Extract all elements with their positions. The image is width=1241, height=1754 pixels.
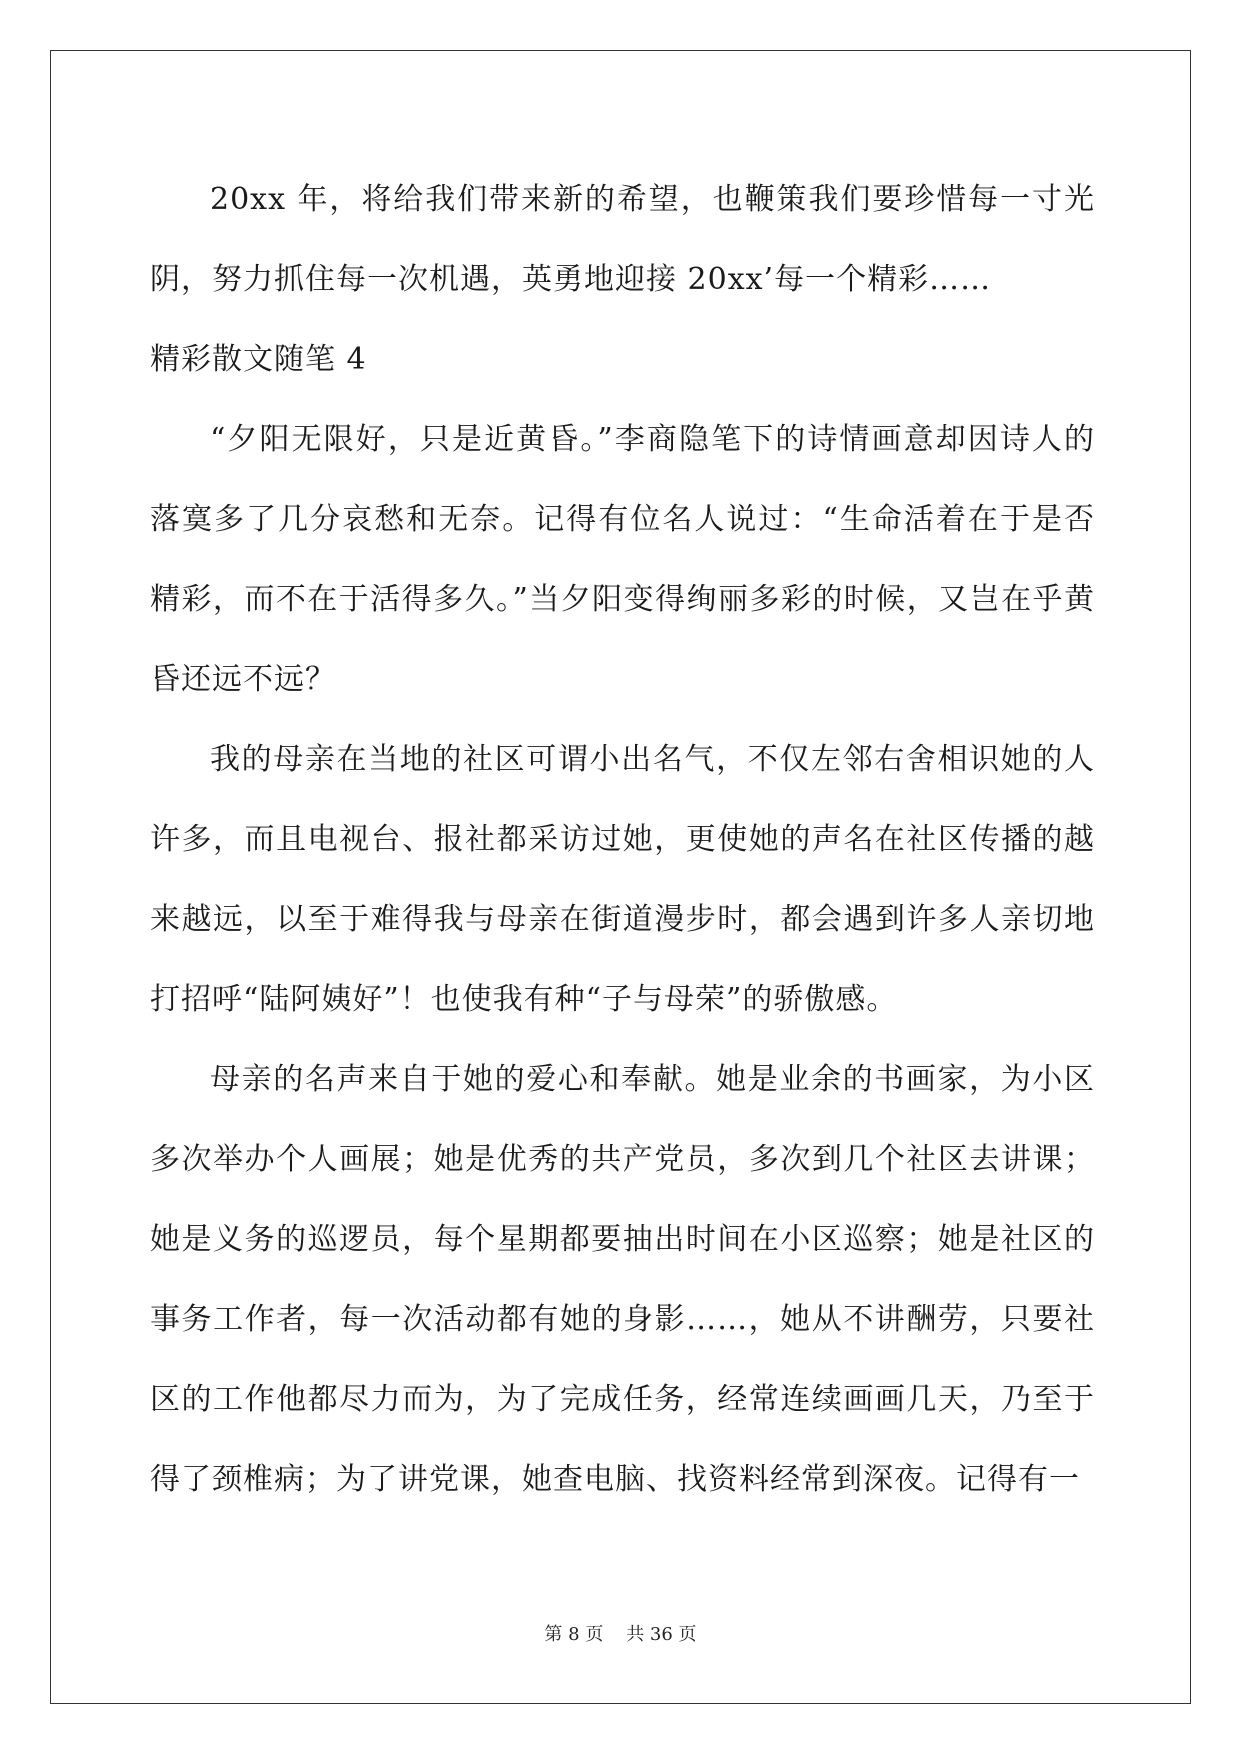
paragraph-1: 20xx 年，将给我们带来新的希望，也鞭策我们要珍惜每一寸光阴，努力抓住每一次机遇，英勇地迎接 20xx’每一个精彩…… — [150, 182, 1095, 297]
page-footer — [0, 1620, 1241, 1646]
section-heading: 精彩散文随笔 4 — [150, 342, 367, 377]
paragraph-2: “夕阳无限好，只是近黄昏。”李商隐笔下的诗情画意却因诗人的落寞多了几分哀愁和无奈。记得有位名人说过：“生命活着在于是否精彩，而不在于活得多久。”当夕阳变得绚丽多彩的时候，又岂在乎黄昏还远不远？ — [150, 422, 1095, 697]
paragraph-4: 母亲的名声来自于她的爱心和奉献。她是业余的书画家，为小区多次举办个人画展；她是优秀的共产党员，多次到几个社区去讲课；她是义务的巡逻员，每个星期都要抽出时间在小区巡察；她是社区的事务工作者，每一次活动都有她的身影……，她从不讲酬劳，只要社区的工作他都尽力而为，为了完成任务，经常连续画画几天，乃至于得了颈椎病；为了讲党课，她查电脑、找资料经常到深夜。记得有一 — [150, 1062, 1095, 1497]
page-number-label: 第 8 页 共 36 页 — [544, 1624, 697, 1645]
document-body — [150, 160, 1095, 1520]
paragraph-3: 我的母亲在当地的社区可谓小出名气，不仅左邻右舍相识她的人许多，而且电视台、报社都采访过她，更使她的声名在社区传播的越来越远，以至于难得我与母亲在街道漫步时，都会遇到许多人亲切地打招呼“陆阿姨好”！也使我有种“子与母荣”的骄傲感。 — [150, 742, 1095, 1017]
